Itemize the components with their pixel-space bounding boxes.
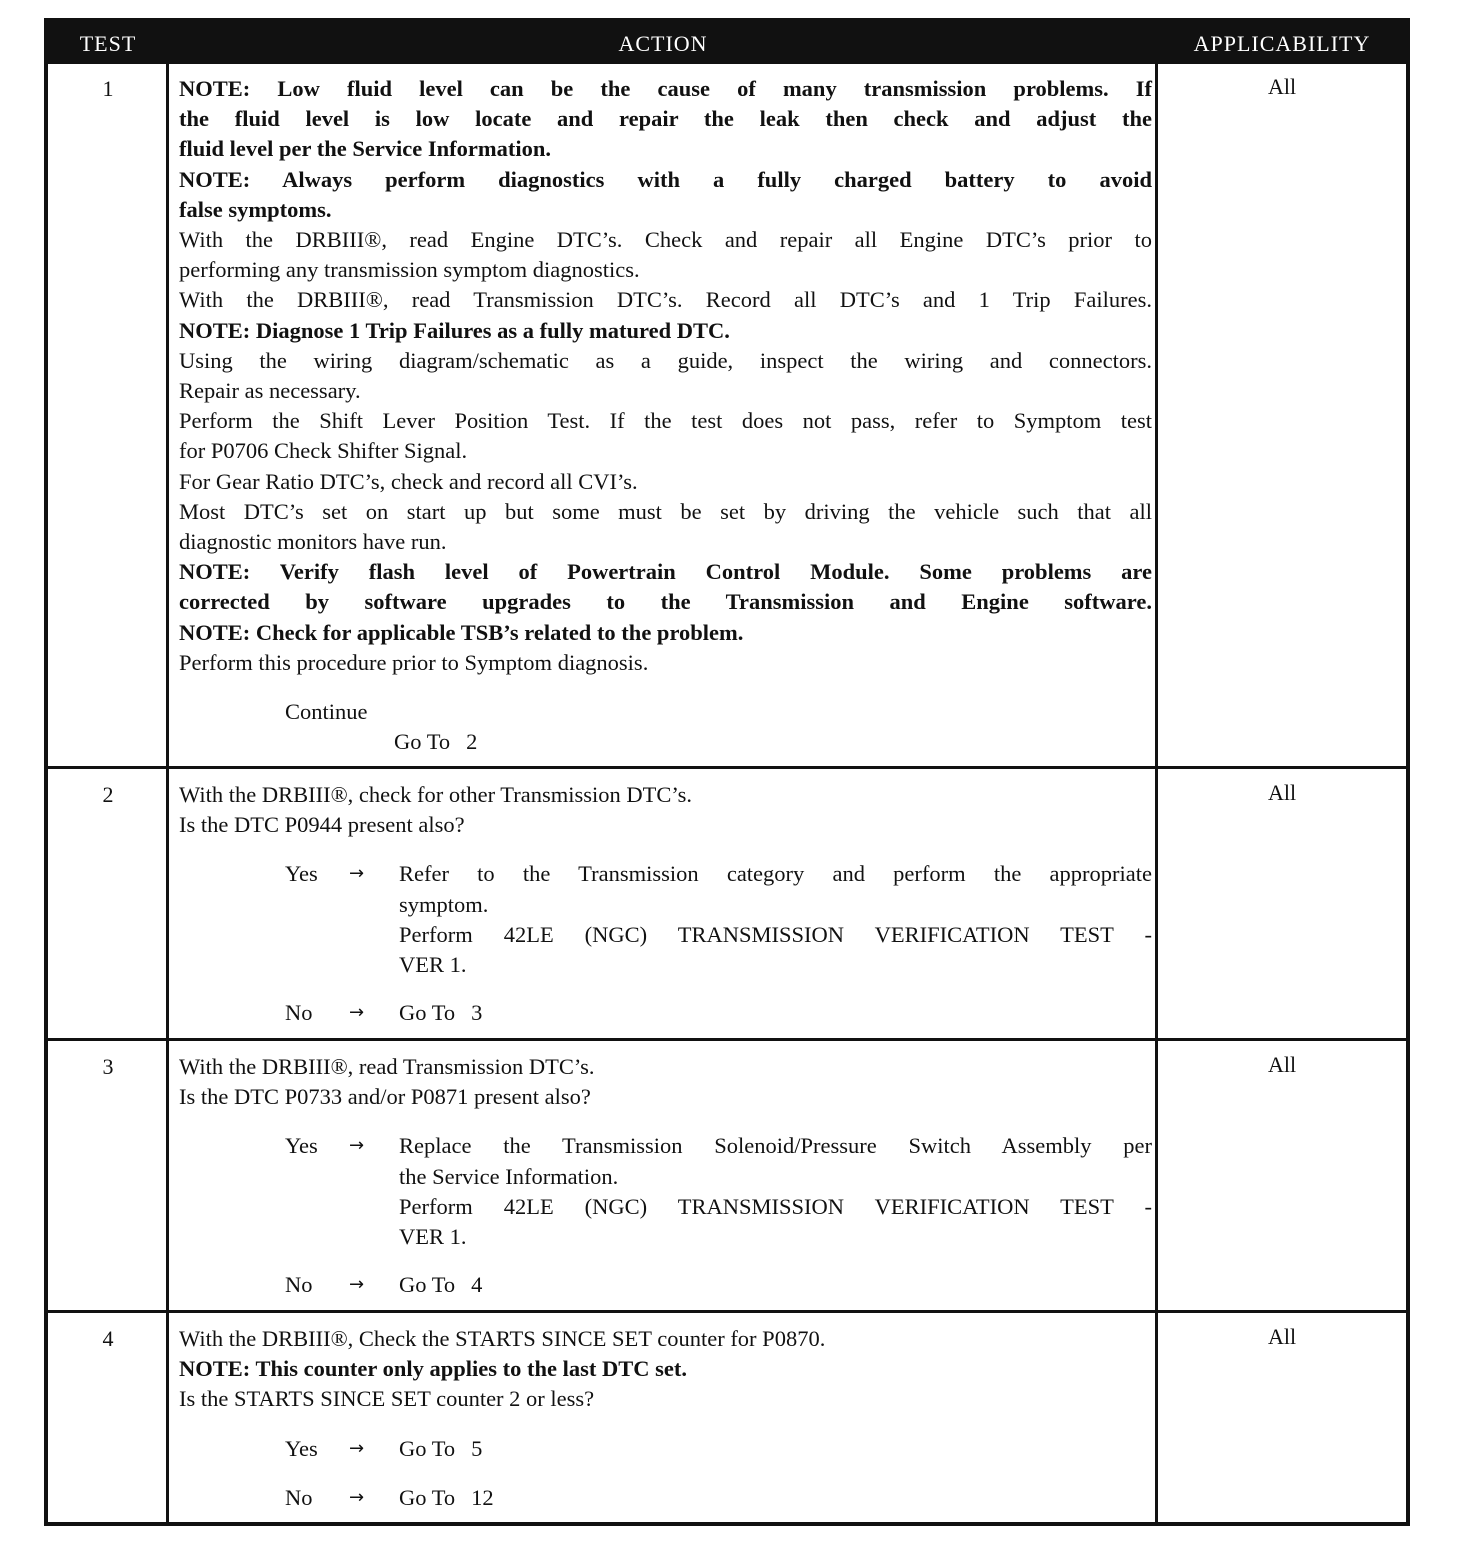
action-line: Most DTC’s set on start up but some must be set by driving the vehicle such that all [179, 498, 1152, 524]
action-line: With the DRBIII®, read Engine DTC’s. Check and repair all Engine DTC’s prior to [179, 227, 1152, 253]
action-line: Repair as necessary. [179, 378, 361, 404]
test-number: 3 [102, 1054, 114, 1079]
goto-label: Go To [399, 1272, 456, 1298]
action-line: For Gear Ratio DTC’s, check and record all CVI’s. [179, 468, 638, 494]
goto-target: 4 [471, 1272, 483, 1298]
goto-target: 12 [471, 1484, 494, 1510]
goto-label: Go To [399, 1435, 456, 1461]
applicability-value: All [1267, 74, 1297, 99]
test-number: 1 [102, 76, 114, 101]
applicability-value: All [1267, 1324, 1297, 1349]
arrow-icon: → [349, 1274, 365, 1296]
yes-branch [179, 1131, 1152, 1251]
result-line: VER 1. [399, 952, 467, 978]
result-line: symptom. [399, 891, 489, 917]
test-4-action [179, 1324, 1152, 1513]
yes-label: Yes [285, 861, 318, 887]
no-label: No [285, 1272, 313, 1298]
yes-branch [179, 859, 1152, 979]
continue-label: Continue [285, 699, 368, 725]
test-number: 4 [102, 1326, 114, 1351]
goto-target: 3 [471, 1000, 483, 1026]
action-line: Is the STARTS SINCE SET counter 2 or less? [179, 1386, 595, 1412]
result-line: VER 1. [399, 1224, 467, 1250]
no-branch [179, 998, 1152, 1028]
arrow-icon: → [349, 1486, 365, 1508]
action-line: performing any transmission symptom diagnostics. [179, 257, 640, 283]
action-line: Perform this procedure prior to Symptom diagnosis. [179, 649, 649, 675]
table-header [48, 22, 1406, 64]
goto-link [399, 1434, 1152, 1464]
yes-label: Yes [285, 1435, 318, 1461]
goto-target: 2 [466, 729, 478, 755]
action-line: With the DRBIII®, check for other Transmission DTC’s. [179, 782, 693, 807]
header-applicability: APPLICABILITY [1193, 31, 1371, 56]
note-line: false symptoms. [179, 196, 332, 222]
action-line: With the DRBIII®, read Transmission DTC’s. [179, 1054, 595, 1079]
no-branch [179, 1483, 1152, 1513]
result-line: Replace the Transmission Solenoid/Pressure Switch Assembly per [399, 1133, 1152, 1159]
note-line: NOTE: Diagnose 1 Trip Failures as a fully matured DTC. [179, 317, 730, 343]
action-line: With the DRBIII®, Check the STARTS SINCE SET counter for P0870. [179, 1326, 826, 1351]
goto-link [399, 1270, 1152, 1300]
result-line: Perform 42LE (NGC) TRANSMISSION VERIFICATION TEST - [399, 921, 1152, 947]
goto-target: 5 [471, 1435, 483, 1461]
header-action: ACTION [618, 31, 708, 56]
action-line: With the DRBIII®, read Transmission DTC’s. Record all DTC’s and 1 Trip Failures. [179, 287, 1152, 313]
note-line: NOTE: Always perform diagnostics with a fully charged battery to avoid [179, 166, 1152, 192]
note-line: NOTE: Check for applicable TSB’s related to the problem. [179, 619, 744, 645]
yes-branch [179, 1434, 1152, 1464]
continue-branch [179, 697, 1152, 727]
goto-branch [179, 727, 1152, 757]
note-line: corrected by software upgrades to the Transmission and Engine software. [179, 589, 1152, 615]
arrow-icon: → [349, 1135, 365, 1157]
action-line: Using the wiring diagram/schematic as a guide, inspect the wiring and connectors. [179, 347, 1152, 373]
action-line: Is the DTC P0733 and/or P0871 present also? [179, 1084, 591, 1110]
goto-label: Go To [394, 729, 451, 755]
test-3-action [179, 1052, 1152, 1300]
test-1-action [179, 74, 1152, 757]
applicability-value: All [1267, 1052, 1297, 1077]
action-line: diagnostic monitors have run. [179, 529, 447, 555]
test-2-action [179, 780, 1152, 1028]
arrow-icon: → [349, 863, 365, 885]
goto-link [399, 998, 1152, 1028]
goto-label: Go To [399, 1000, 456, 1026]
result-line: Refer to the Transmission category and perform the appropriate [399, 861, 1152, 887]
action-line: for P0706 Check Shifter Signal. [179, 438, 468, 464]
yes-result [399, 859, 1152, 980]
test-number: 2 [102, 782, 114, 807]
no-branch [179, 1270, 1152, 1300]
yes-label: Yes [285, 1133, 318, 1159]
row-divider [48, 1038, 1406, 1041]
result-line: Perform 42LE (NGC) TRANSMISSION VERIFICATION TEST - [399, 1193, 1152, 1219]
applicability-value: All [1267, 780, 1297, 805]
arrow-icon: → [349, 1002, 365, 1024]
note-line: NOTE: Verify flash level of Powertrain Control Module. Some problems are [179, 559, 1152, 585]
result-line: the Service Information. [399, 1163, 619, 1189]
note-line: NOTE: Low fluid level can be the cause of many transmission problems. If [179, 76, 1152, 101]
action-line: Is the DTC P0944 present also? [179, 812, 465, 838]
action-line: Perform the Shift Lever Position Test. If the test does not pass, refer to Symptom test [179, 408, 1152, 434]
no-label: No [285, 1000, 313, 1026]
diagnostic-test-table [44, 18, 1410, 1526]
goto-label: Go To [399, 1484, 456, 1510]
note-line: the fluid level is low locate and repair the leak then check and adjust the [179, 106, 1152, 132]
row-divider [48, 766, 1406, 769]
note-line: fluid level per the Service Information. [179, 136, 552, 162]
no-label: No [285, 1484, 313, 1510]
header-test: TEST [79, 31, 137, 56]
row-divider [48, 1310, 1406, 1313]
goto-link [394, 727, 1147, 757]
goto-link [399, 1483, 1152, 1513]
note-line: NOTE: This counter only applies to the last DTC set. [179, 1356, 687, 1382]
arrow-icon: → [349, 1437, 365, 1459]
yes-result [399, 1131, 1152, 1252]
